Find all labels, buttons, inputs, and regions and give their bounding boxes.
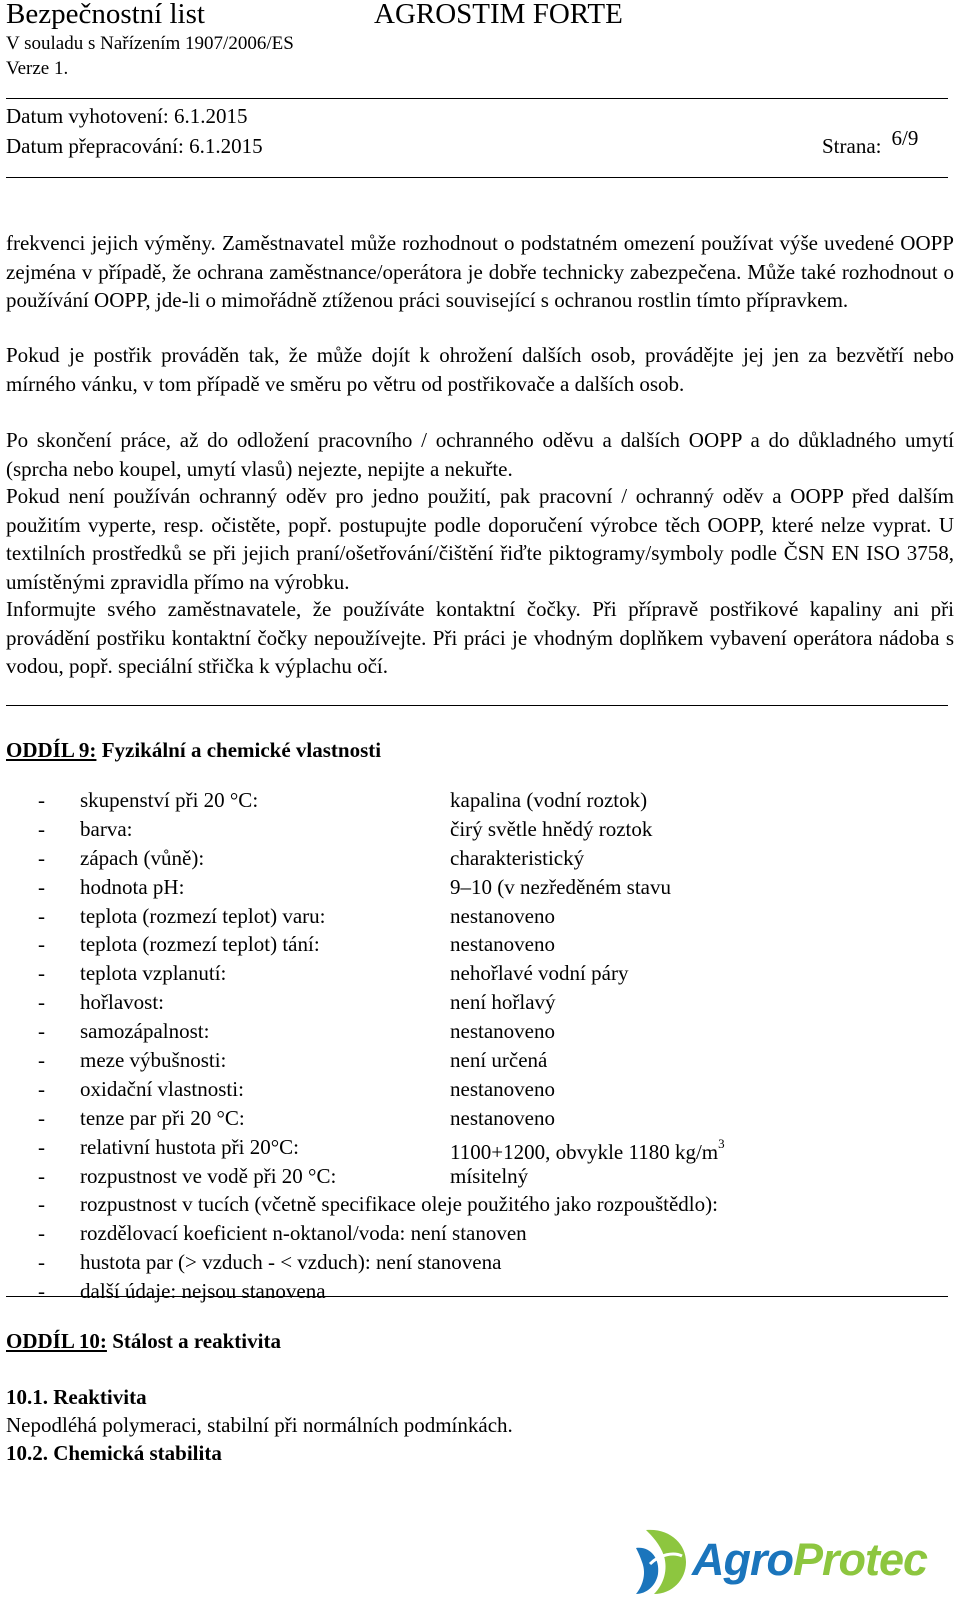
list-item: - skupenství při 20 °C: kapalina (vodní roztok)	[38, 786, 938, 815]
property-label: skupenství při 20 °C:	[80, 788, 259, 812]
paragraph-1: frekvenci jejich výměny. Zaměstnavatel může rozhodnout o podstatném omezení používat výše uvedené OOPP zejména v případě, že ochrana zaměstnance/operátora je dobře technicky zabezpečena. Může také rozhodnout o používání OOPP, jde-li o mimořádně ztíženou práci související s ochranou rostlin tímto přípravkem.	[6, 231, 954, 313]
list-item: - meze výbušnosti: není určená	[38, 1046, 938, 1075]
property-label: barva:	[80, 816, 133, 841]
property-value: 9–10 (v nezředěném stavu	[450, 874, 672, 899]
section-10-heading	[6, 1328, 281, 1354]
section-9-label: ODDÍL 9:	[6, 738, 97, 762]
property-label: hustota par (> vzduch - < vzduch): není stanovena	[80, 1250, 502, 1275]
page-indicator	[822, 126, 919, 158]
list-item: - relativní hustota při 20°C: 1100+1200, obvykle 1180 $kg/m^3$	[38, 1133, 938, 1162]
agroprotec-logo	[628, 1524, 928, 1598]
regulation-line: V souladu s Nařízením 1907/2006/ES	[6, 33, 294, 54]
property-label: samozápalnost:	[80, 1019, 210, 1044]
product-name: AGROSTIM FORTE	[374, 0, 623, 30]
property-label: hodnota pH:	[80, 874, 185, 899]
section-rule-10	[6, 1296, 948, 1297]
density-exponent: 3	[718, 1135, 725, 1151]
property-label: zápach (vůně):	[80, 845, 205, 870]
property-value: kapalina (vodní roztok)	[450, 788, 648, 812]
section-rule-9	[6, 705, 948, 706]
property-value: není hořlavý	[450, 990, 556, 1015]
list-item: - rozpustnost ve vodě při 20 °C: mísitelný	[38, 1162, 938, 1191]
property-label: tenze par při 20 °C:	[80, 1105, 245, 1130]
leaf-icon	[628, 1524, 692, 1598]
property-value: nestanoveno	[450, 903, 555, 928]
property-label: hořlavost:	[80, 990, 164, 1015]
paragraph-3: Po skončení práce, až do odložení pracovního / ochranného oděvu a dalších OOPP a do důkladného umytí (sprcha nebo koupel, umytí vlasů) nejezte, nepijte a nekuřte.	[6, 428, 954, 481]
list-item: - teplota (rozmezí teplot) varu: nestanoveno	[38, 902, 938, 931]
date-created: Datum vyhotovení: 6.1.2015	[6, 104, 248, 128]
section-9-title: Fyzikální a chemické vlastnosti	[101, 738, 382, 762]
property-label: další údaje: nejsou stanovena	[80, 1279, 326, 1304]
paragraph-4: Pokud není používán ochranný oděv pro jedno použití, pak pracovní / ochranný oděv a OOPP před dalším použitím vyperte, resp. očistěte, popř. postupujte podle doporučení výrobce těch OOPP, které nelze vyprat. U textilních prostředků se při jejich praní/ošetřování/čištění řiďte piktogramy/symboly podle ČSN EN ISO 3758, umístěnými zpravidla přímo na výrobku.	[6, 484, 954, 594]
property-value: nestanoveno	[450, 1105, 555, 1130]
list-item: - rozdělovací koeficient n-oktanol/voda: není stanoven	[38, 1219, 938, 1248]
list-item: - zápach (vůně): charakteristický	[38, 844, 938, 873]
list-item: - rozpustnost v tucích (včetně specifikace oleje použitého jako rozpouštědlo):	[38, 1190, 938, 1219]
property-value: nestanoveno	[450, 1076, 555, 1101]
document-title: Bezpečnostní list	[6, 0, 205, 30]
property-value: charakteristický	[450, 845, 585, 870]
subsection-10-1-title: 10.1. Reaktivita	[6, 1385, 147, 1409]
property-value: nestanoveno	[450, 1019, 555, 1044]
property-label: meze výbušnosti:	[80, 1048, 227, 1073]
list-item: - hodnota pH: 9–10 (v nezředěném stavu	[38, 873, 938, 902]
subsection-10-2-title: 10.2. Chemická stabilita	[6, 1441, 222, 1465]
property-label: rozpustnost ve vodě při 20 °C:	[80, 1163, 337, 1188]
property-label: teplota vzplanutí:	[80, 961, 227, 986]
section-10-label: ODDÍL 10:	[6, 1329, 107, 1353]
section-10-title: Stálost a reaktivita	[112, 1329, 281, 1353]
property-label: relativní hustota při 20°C:	[80, 1134, 299, 1159]
page-label: Strana:	[822, 134, 882, 158]
logo-wordmark	[692, 1532, 927, 1588]
section-9-heading	[6, 737, 381, 763]
property-label: teplota (rozmezí teplot) tání:	[80, 932, 320, 957]
property-label: rozdělovací koeficient n-oktanol/voda: není stanoven	[80, 1221, 527, 1246]
list-item: - teplota vzplanutí: nehořlavé vodní páry	[38, 959, 938, 988]
header-rule-bottom	[6, 177, 948, 178]
logo-text-agro: Agro	[692, 1534, 793, 1585]
page-number: 6/9	[891, 126, 919, 150]
property-value: nestanoveno	[450, 932, 555, 957]
property-label: rozpustnost v tucích (včetně specifikace oleje použitého jako rozpouštědlo):	[80, 1192, 718, 1217]
list-item: - barva: čirý světle hnědý roztok	[38, 815, 938, 844]
list-item: - hustota par (> vzduch - < vzduch): není stanovena	[38, 1248, 938, 1277]
property-value: není určená	[450, 1048, 548, 1073]
list-item: - samozápalnost: nestanoveno	[38, 1017, 938, 1046]
list-item: - teplota (rozmezí teplot) tání: nestanoveno	[38, 930, 938, 959]
property-value: mísitelný	[450, 1163, 529, 1188]
subsection-10-1-text: Nepodléhá polymeraci, stabilní při normálních podmínkách.	[6, 1413, 513, 1437]
property-value: nehořlavé vodní páry	[450, 961, 629, 986]
logo-text-protec: Protec	[793, 1534, 928, 1585]
header-rule-top	[6, 98, 948, 99]
paragraph-2: Pokud je postřik prováděn tak, že může dojít k ohrožení dalších osob, provádějte jej jen za bezvětří nebo mírného vánku, v tom případě ve směru po větru od postřikovače a dalších osob.	[6, 343, 954, 396]
density-value: 1100+1200, obvykle 1180 kg/m	[450, 1139, 719, 1164]
property-label: teplota (rozmezí teplot) varu:	[80, 903, 326, 928]
list-item: - hořlavost: není hořlavý	[38, 988, 938, 1017]
version-line: Verze 1.	[6, 58, 69, 79]
property-value: čirý světle hnědý roztok	[450, 816, 653, 841]
properties-list	[38, 786, 938, 1306]
list-item: - tenze par při 20 °C: nestanoveno	[38, 1104, 938, 1133]
list-item: - další údaje: nejsou stanovena	[38, 1277, 938, 1306]
property-label: oxidační vlastnosti:	[80, 1076, 244, 1101]
list-item: - oxidační vlastnosti: nestanoveno	[38, 1075, 938, 1104]
paragraph-5: Informujte svého zaměstnavatele, že používáte kontaktní čočky. Při přípravě postřikové kapaliny ani při provádění postřiku kontaktní čočky nepoužívejte. Při práci je vhodným doplňkem vybavení operátora nádoba s vodou, popř. speciální střička k výplachu očí.	[6, 597, 954, 679]
date-revised: Datum přepracování: 6.1.2015	[6, 134, 263, 158]
